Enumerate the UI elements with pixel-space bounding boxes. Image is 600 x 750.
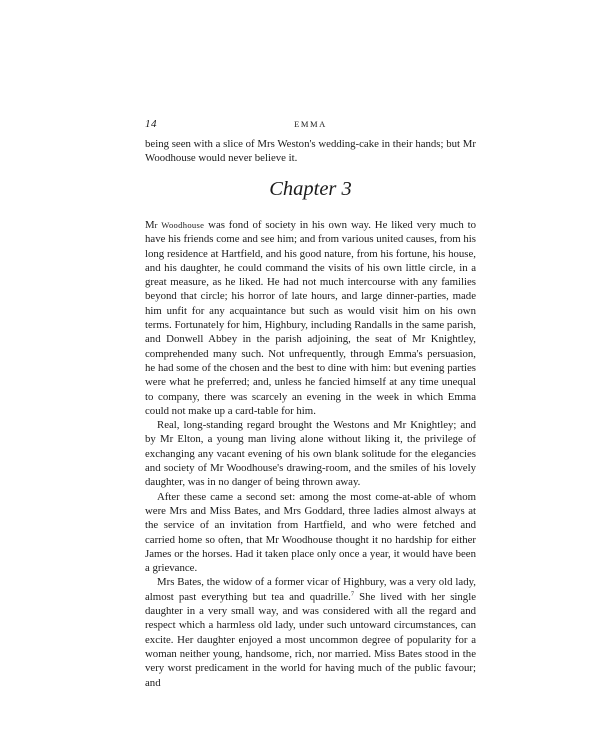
opening-name-small-caps: r Woodhouse — [154, 220, 205, 230]
previous-chapter-continuation — [145, 137, 476, 166]
chapter-body — [145, 218, 476, 690]
footnote-marker: 7 — [350, 590, 355, 598]
chapter-paragraph-1 — [145, 218, 476, 418]
page-number: 14 — [145, 118, 157, 130]
opening-initial: M — [145, 219, 155, 231]
chapter-paragraph-4 — [145, 575, 476, 689]
running-title: EMMA — [294, 119, 327, 129]
paragraph-4-text-end: She lived with her single daughter in a very small way, and was considered with all the regard and respect which a harmless old lady, under such untoward circumstances, can excite. Her daughter enjoyed a most uncommon degree of popularity for a woman neither young, handsome, rich, nor married. Miss Bates stood in the very worst predicament in the world for having much of the public favour; and — [145, 590, 476, 689]
running-head — [145, 118, 476, 132]
paragraph-1-text: was fond of society in his own way. He liked very much to have his friends come and see him; and from various united causes, from his long residence at Hartfield, and his good nature, from his fortune, his house, and his daughter, he could command the visits of his own little circle, in a great measure, as he liked. He had not much intercourse with any families beyond that circle; his horror of late hours, and large dinner-parties, made him unfit for any acquaintance but such as would visit him on his own terms. Fortunately for him, Highbury, including Randalls in the same parish, and Donwell Abbey in the parish adjoining, the seat of Mr Knightley, comprehended many such. Not unfrequently, through Emma's persuasion, he had some of the chosen and the best to dine with him: but evening parties were what he preferred; and, unless he fancied himself at any time unequal to company, there was scarcely an evening in the week in which Emma could not make up a card-table for him. — [145, 219, 476, 417]
chapter-paragraph-3: After these came a second set: among the most come-at-able of whom were Mrs and Miss Bates, and Mrs Goddard, three ladies almost always at the service of an invitation from Hartfield, and who were fetched and carried home so often, that Mr Woodhouse thought it no hardship for either James or the horses. Had it taken place only once a year, it would have been a grievance. — [145, 490, 476, 575]
chapter-paragraph-2: Real, long-standing regard brought the Westons and Mr Knightley; and by Mr Elton, a young man living alone without liking it, the privilege of exchanging any vacant evening of his own blank solitude for the elegancies and society of Mr Woodhouse's drawing-room, and the smiles of his lovely daughter, was in no danger of being thrown away. — [145, 419, 476, 489]
paragraph-4-text-start: Mrs Bates, the widow of a former vicar of Highbury, was a very old lady, almost past everything but tea and quadrille. — [145, 576, 476, 603]
chapter-heading: Chapter 3 — [269, 178, 352, 200]
continuation-paragraph: being seen with a slice of Mrs Weston's wedding-cake in their hands; but Mr Woodhouse would never believe it. — [145, 138, 476, 165]
